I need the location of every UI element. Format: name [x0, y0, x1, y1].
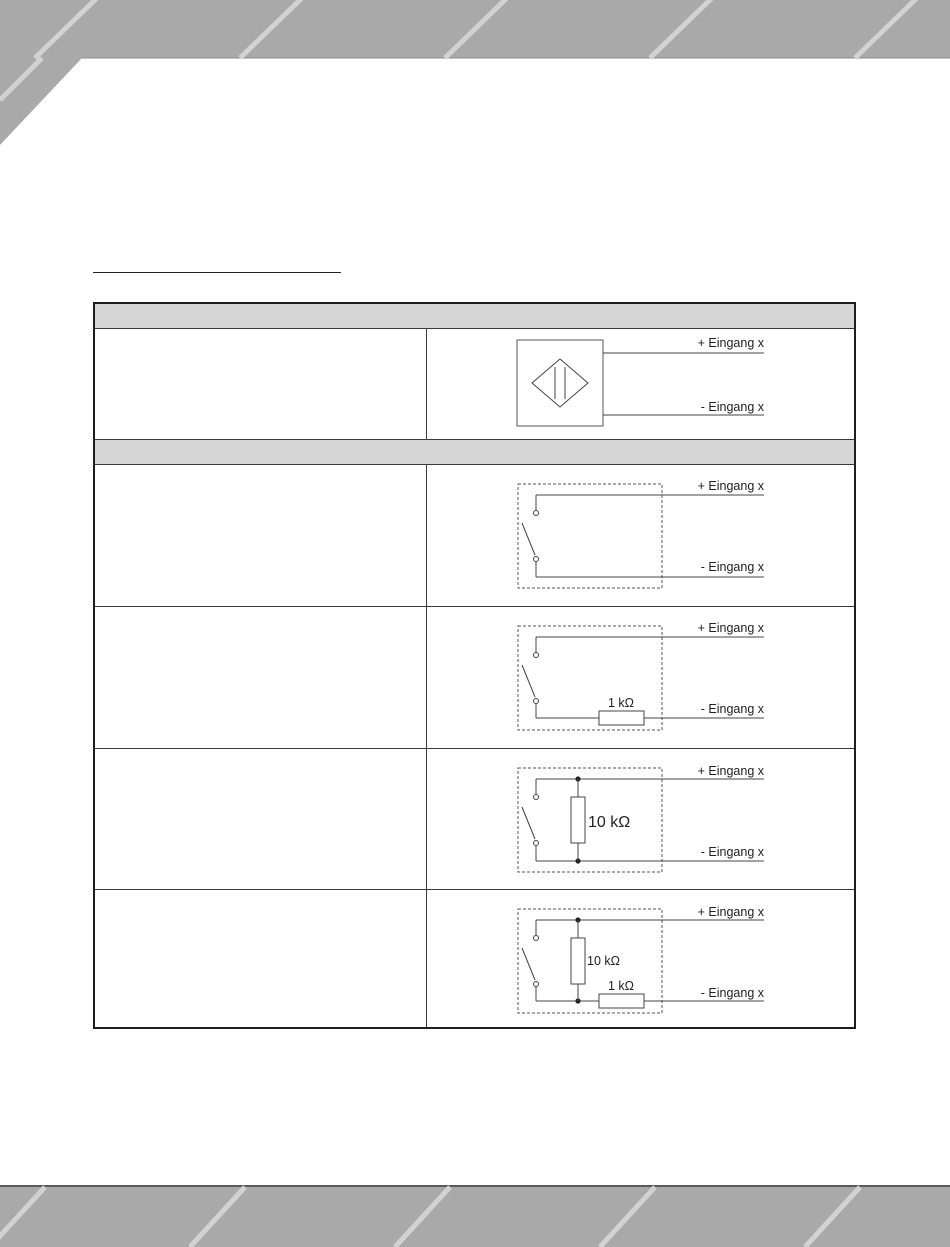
minus-input-label: - Eingang x: [700, 560, 764, 574]
series-resistor-label: 1 kΩ: [607, 696, 635, 710]
switch-parallel-resistor-diagram: [427, 749, 852, 890]
table-header-row: [95, 439, 854, 465]
minus-input-label: - Eingang x: [700, 400, 764, 414]
plus-input-label: + Eingang x: [697, 905, 764, 919]
plus-input-label: + Eingang x: [697, 336, 764, 350]
minus-input-label: - Eingang x: [700, 845, 764, 859]
table-header-row: [95, 304, 854, 329]
table-row-sensor: [95, 329, 854, 439]
connection-table: [93, 302, 856, 1029]
table-row-switch-parallel-series-resistor: [95, 889, 854, 1027]
heading-underline: [93, 272, 341, 273]
plus-input-label: + Eingang x: [697, 621, 764, 635]
series-resistor-label: 1 kΩ: [607, 979, 635, 993]
plus-input-label: + Eingang x: [697, 479, 764, 493]
parallel-resistor-label: 10 kΩ: [588, 814, 631, 831]
table-row-switch-series-resistor: [95, 606, 854, 748]
table-row-switch: [95, 465, 854, 606]
switch-series-resistor-diagram: [427, 607, 852, 749]
minus-input-label: - Eingang x: [700, 702, 764, 716]
footer-banner: [0, 1185, 950, 1247]
switch-parallel-series-resistor-diagram: [427, 890, 852, 1028]
minus-input-label: - Eingang x: [700, 986, 764, 1000]
plus-input-label: + Eingang x: [697, 764, 764, 778]
parallel-resistor-label: 10 kΩ: [587, 954, 620, 968]
sensor-diagram: [427, 329, 852, 439]
switch-diagram: [427, 465, 852, 606]
header-banner: [0, 0, 950, 145]
table-row-switch-parallel-resistor: [95, 748, 854, 889]
